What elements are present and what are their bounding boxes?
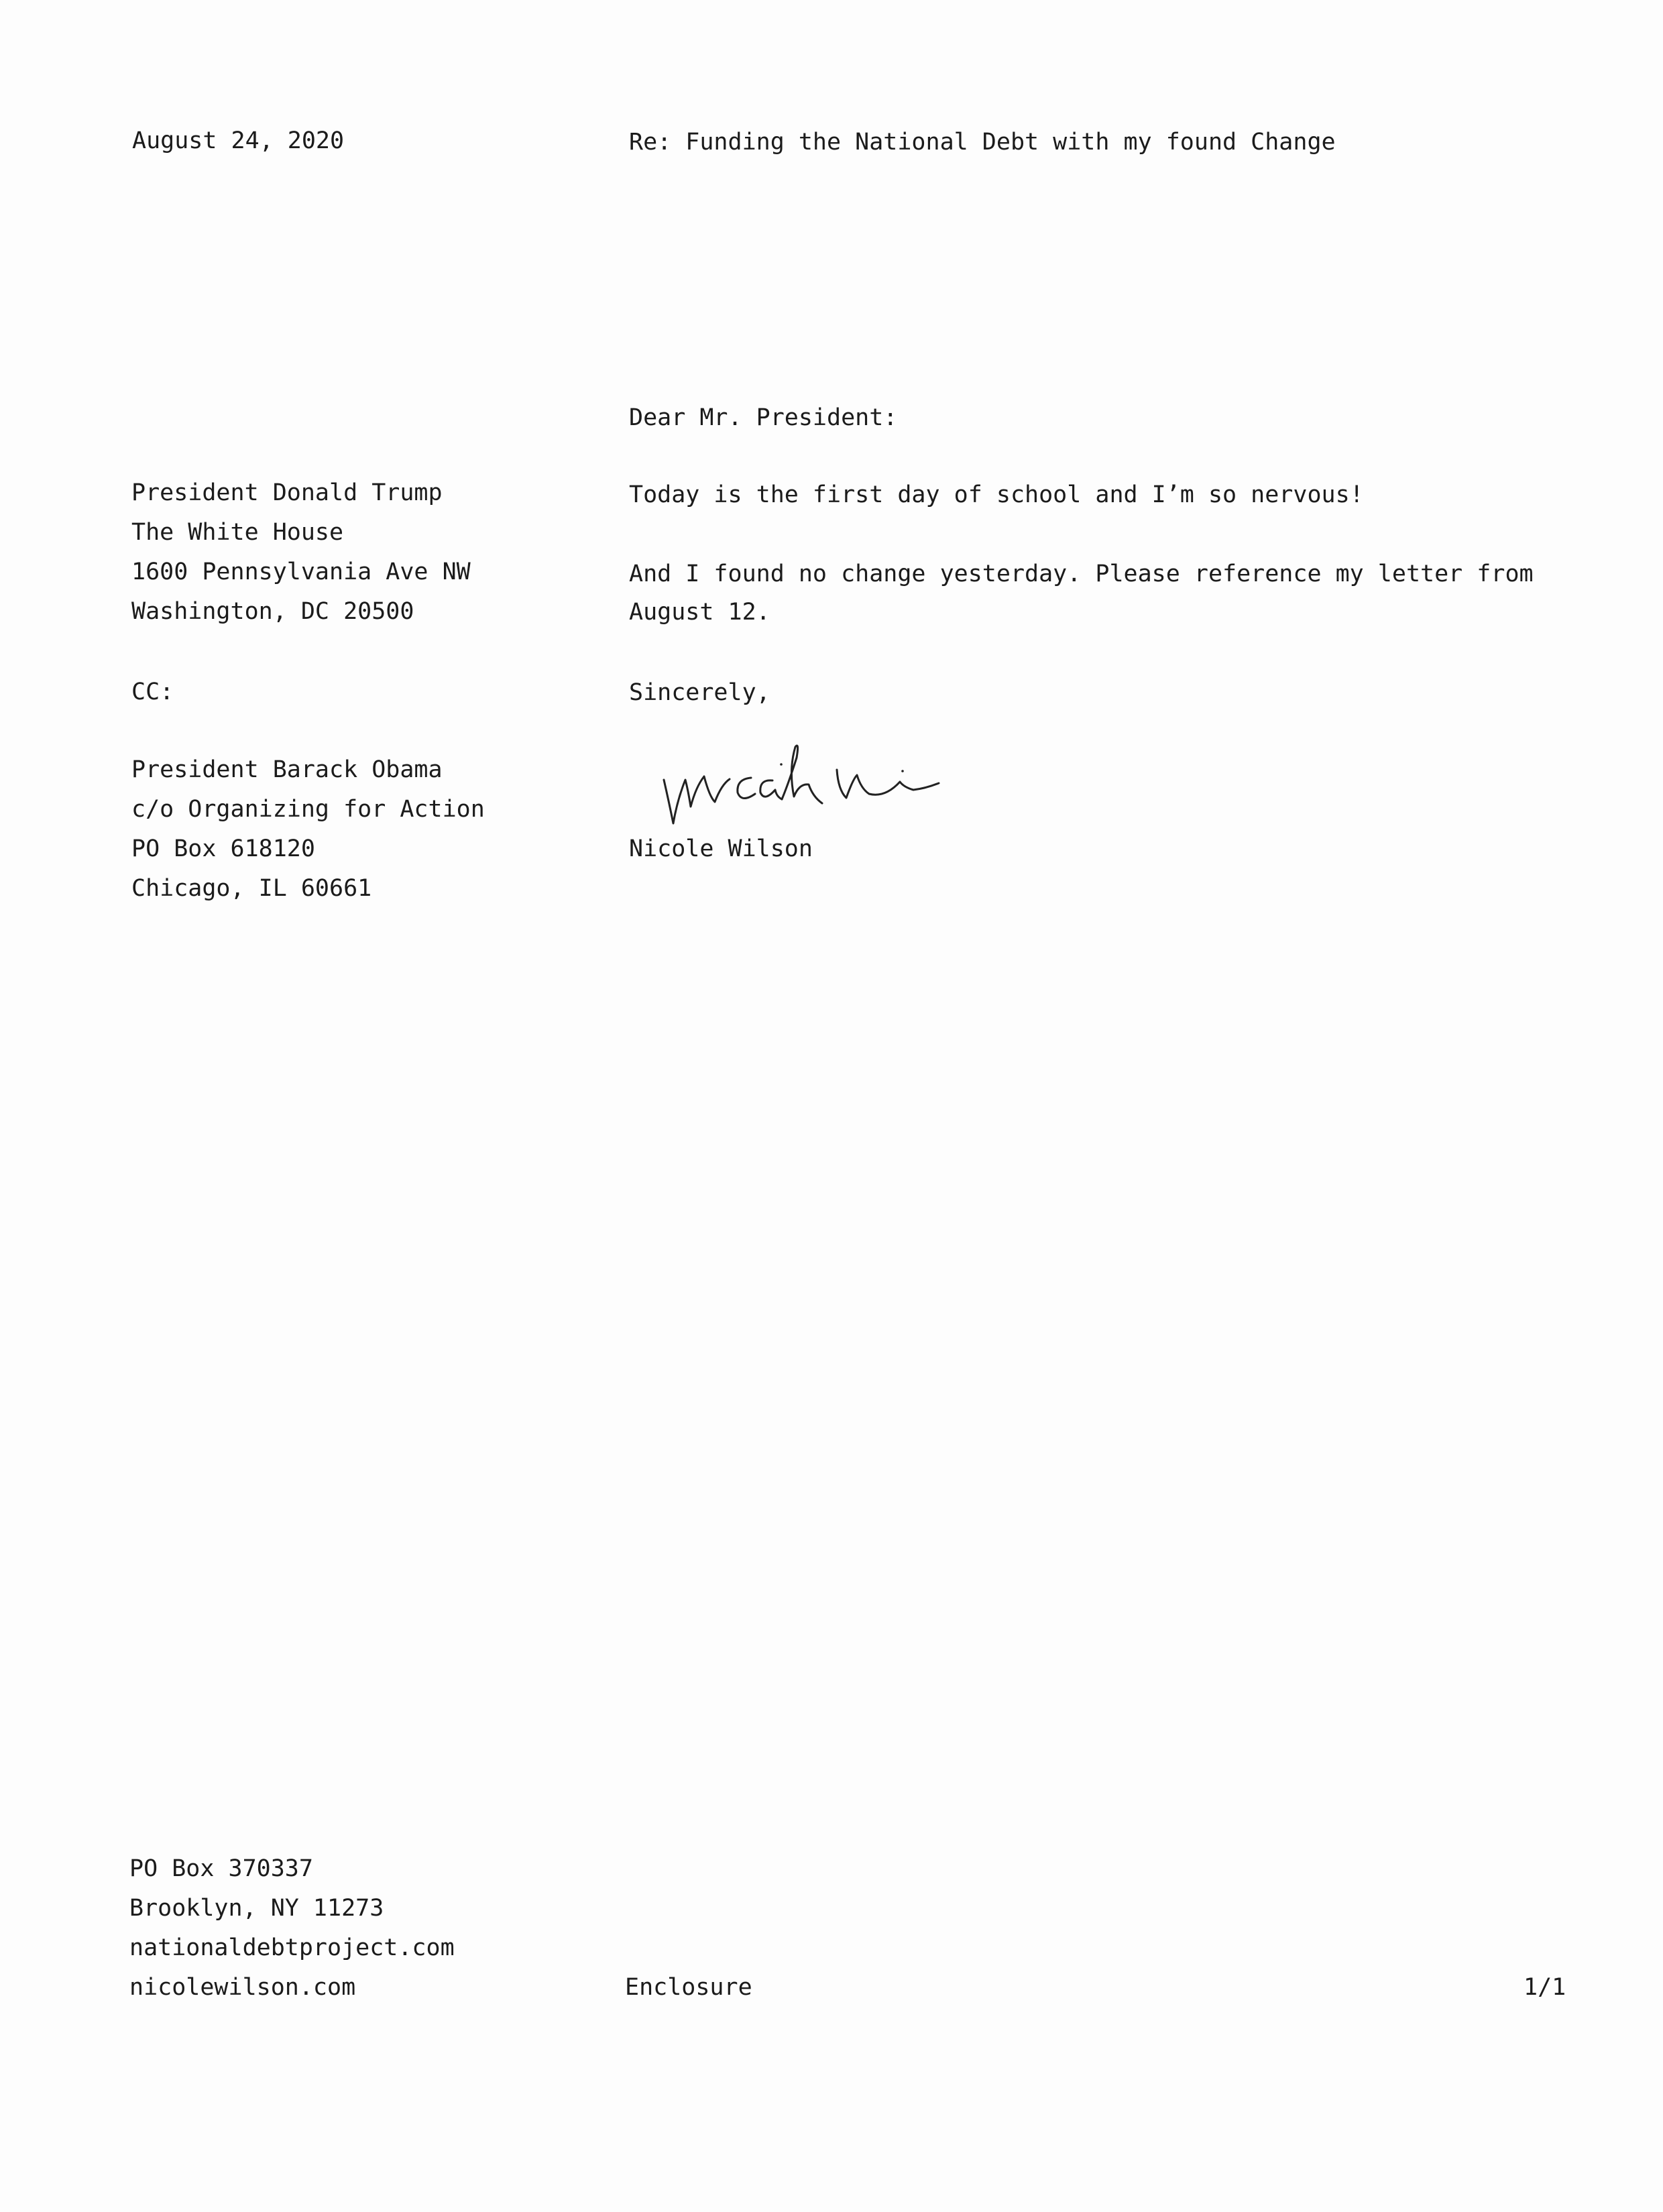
cc-label: CC:	[131, 679, 174, 705]
sender-line: PO Box 370337	[129, 1855, 313, 1882]
recipient-line: The White House	[131, 519, 344, 546]
sender-line: nationaldebtproject.com	[129, 1934, 455, 1961]
recipient-line: President Donald Trump	[131, 479, 443, 506]
signer-name: Nicole Wilson	[629, 835, 813, 862]
paragraph-line: August 12.	[629, 599, 770, 626]
body-paragraph-2	[629, 555, 1534, 632]
letter-subject: Re: Funding the National Debt with my found Change	[629, 129, 1336, 156]
recipient-line: Washington, DC 20500	[131, 598, 414, 625]
sender-line: Brooklyn, NY 11273	[129, 1895, 384, 1922]
cc-line: Chicago, IL 60661	[131, 875, 372, 902]
page-number: 1/1	[1524, 1974, 1566, 2001]
recipient-address	[131, 473, 471, 632]
closing: Sincerely,	[629, 679, 770, 706]
paragraph-line: And I found no change yesterday. Please reference my letter from	[629, 561, 1534, 587]
enclosure-note: Enclosure	[625, 1974, 752, 2001]
salutation: Dear Mr. President:	[629, 404, 898, 431]
sender-address	[129, 1849, 455, 2007]
cc-address	[131, 750, 485, 909]
cc-line: President Barack Obama	[131, 756, 443, 783]
cc-line: c/o Organizing for Action	[131, 796, 485, 823]
letter-date: August 24, 2020	[132, 127, 345, 154]
sender-line: nicolewilson.com	[129, 1974, 356, 2001]
body-paragraph-1: Today is the first day of school and I’m so nervous!	[629, 481, 1364, 508]
handwritten-signature	[657, 723, 952, 837]
cc-line: PO Box 618120	[131, 835, 315, 862]
recipient-line: 1600 Pennsylvania Ave NW	[131, 559, 471, 585]
